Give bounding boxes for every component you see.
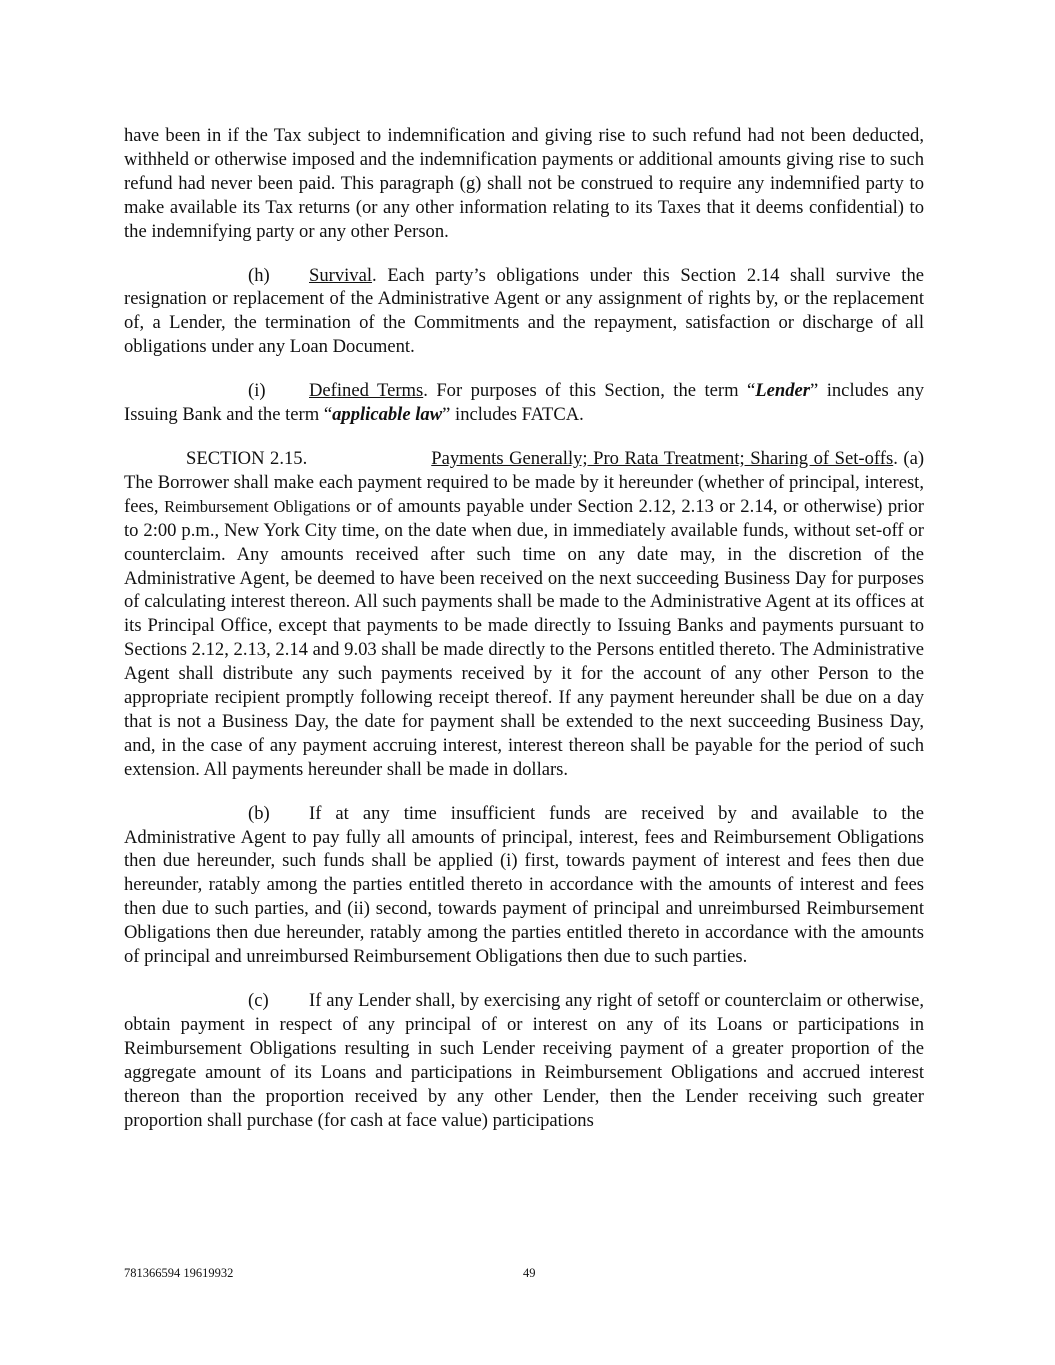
paragraph-i-text3: ” includes FATCA. — [442, 404, 584, 426]
paragraph-i-text2: ” includes any Issuing Bank and the term “ — [124, 380, 924, 426]
paragraph-g-text: have been in if the Tax subject to indemnification and giving rise to such refund had not been deducted, withheld or otherwise imposed and the indemnification payments or additional amounts giving rise to such refund had never been paid. This paragraph (g) shall not be construed to require any indemnified party to make available its Tax returns (or any other information relating to its Taxes that it deems confidential) to the indemnifying party or any other Person. — [124, 125, 924, 242]
section-2-15-text-b: or of amounts payable under Section 2.12, 2.13 or 2.14, or otherwise) prior to 2:00 p.m., New York City time, on the date when due, in immediately available funds, without set-off or counterclaim. Any amounts received after such time on any date may, in the discretion of the Administrative Agent, be deemed to have been received on the next succeeding Business Day for purposes of calculating interest thereon. All such payments shall be made to the Administrative Agent at its offices at its Principal Office, except that payments to be made directly to Issuing Banks and payments pursuant to Sections 2.12, 2.13, 2.14 and 9.03 shall be made directly to the Persons entitled thereto. The Administrative Agent shall distribute any such payments received by it for the account of any other Person to the appropriate recipient promptly following receipt thereof. If any payment hereunder shall be due on a day that is not a Business Day, the date for payment shall be extended to the next succeeding Business Day, and, in the case of any payment accruing interest, interest thereon shall be payable for the period of such extension. All payments hereunder shall be made in dollars. — [124, 495, 924, 780]
section-2-15 — [124, 447, 924, 782]
section-2-15-text-a: . (a) The Borrower shall make each payment required to be made by it hereunder (whether of principal, interest, fees, — [124, 447, 925, 517]
defined-term-lender: Lender — [755, 380, 811, 402]
paragraph-h — [124, 264, 924, 360]
defined-term-applicable-law: applicable law — [332, 404, 443, 426]
paragraph-i-text1: . For purposes of this Section, the term “ — [423, 380, 756, 402]
paragraph-c-body: If any Lender shall, by exercising any right of setoff or counterclaim or otherwise, obtain payment in respect of any principal of or interest on any of its Loans or participations in Reimbursement Obligations resulting in such Lender receiving payment of a greater proportion of the aggregate amount of its Loans and participations in Reimbursement Obligations and accrued interest thereon than the proportion received by any other Lender, then the Lender receiving such greater proportion shall purchase (for cash at face value) participations — [124, 990, 924, 1131]
paragraph-c — [124, 989, 924, 1132]
footer-document-id: 781366594 19619932 — [124, 1266, 234, 1280]
paragraph-h-heading: Survival — [309, 264, 373, 286]
section-number: SECTION 2.15. — [186, 447, 308, 469]
paragraph-b — [124, 802, 924, 969]
section-heading: Payments Generally; Pro Rata Treatment; Sharing of Set-offs — [431, 447, 894, 469]
paragraph-i-label: (i) — [248, 380, 266, 402]
paragraph-i — [124, 379, 924, 427]
document-page — [124, 124, 924, 1132]
reimbursement-obligations-term: Reimbursement Obligations — [164, 496, 351, 516]
paragraph-g-continuation — [124, 124, 924, 244]
paragraph-b-body: If at any time insufficient funds are received by and available to the Administrative Agent to pay fully all amounts of principal, interest, fees and Reimbursement Obligations then due hereunder, such funds shall be applied (i) first, towards payment of interest and fees then due hereunder, ratably among the parties entitled thereto in accordance with the amounts of interest and fees then due to such parties, and (ii) second, towards payment of principal and unreimbursed Reimbursement Obligations then due hereunder, ratably among the parties entitled thereto in accordance with the amounts of principal and unreimbursed Reimbursement Obligations then due to such parties. — [124, 802, 924, 968]
paragraph-i-heading: Defined Terms — [309, 380, 424, 402]
paragraph-h-body: . Each party’s obligations under this Section 2.14 shall survive the resignation or replacement of the Administrative Agent or any assignment of rights by, or the replacement of, a Lender, the termination of the Commitments and the repayment, satisfaction or discharge of all obligations under any Loan Document. — [124, 264, 924, 358]
footer-page-number: 49 — [523, 1266, 536, 1280]
paragraph-h-label: (h) — [248, 264, 270, 286]
paragraph-c-label: (c) — [248, 990, 269, 1011]
paragraph-b-label: (b) — [248, 802, 270, 824]
